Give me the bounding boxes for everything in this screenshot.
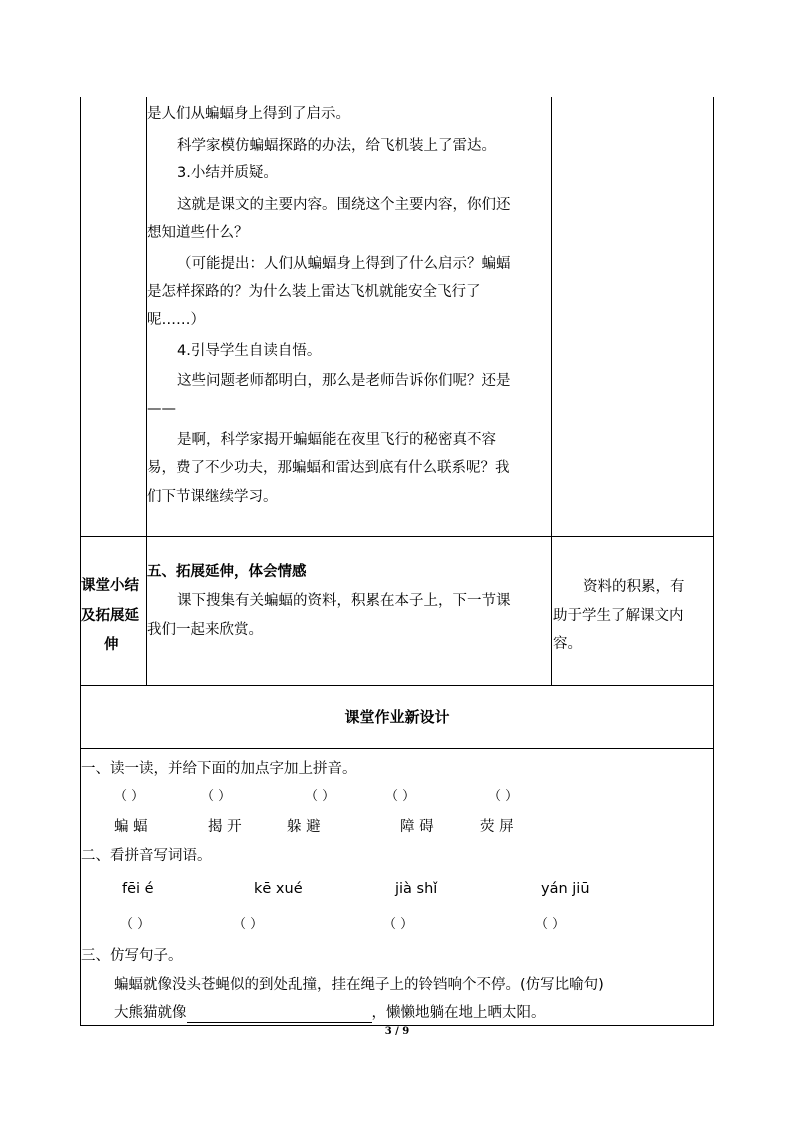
col-divider-1 [146, 97, 147, 685]
q3-prompt-start: 大熊猫就像 [114, 1005, 187, 1021]
q1-paren: （ ） [488, 789, 519, 804]
row-line-3 [80, 748, 714, 749]
homework-title: 课堂作业新设计 [344, 708, 450, 726]
q1-paren: （ ） [114, 789, 145, 804]
summary-body: 我们一起来欣赏。 [147, 622, 263, 638]
lesson-line: 们下节课继续学习。 [147, 489, 278, 505]
q3-title: 三、仿写句子。 [81, 948, 183, 964]
q1-paren: （ ） [305, 789, 336, 804]
page-number: 3 / 9 [384, 1026, 410, 1037]
lesson-line: （可能提出：人们从蝙蝠身上得到了什么启示？蝙蝠 [177, 256, 511, 272]
table-left-border [80, 97, 81, 1026]
summary-heading: 五、拓展延伸，体会情感 [147, 564, 307, 580]
q2-paren: （ ） [383, 917, 414, 932]
q1-word: 荧 屏 [480, 819, 514, 835]
lesson-line: 是啊，科学家揭开蝙蝠能在夜里飞行的秘密真不容 [177, 432, 496, 448]
summary-note: 助于学生了解课文内 [553, 608, 684, 624]
summary-label: 及拓展延 [81, 608, 139, 624]
summary-body: 课下搜集有关蝙蝠的资料，积累在本子上，下一节课 [177, 593, 511, 609]
q1-word: 躲 避 [287, 819, 321, 835]
q1-word: 障 碍 [400, 819, 434, 835]
q2-title: 二、看拼音写词语。 [81, 848, 212, 864]
q2-pinyin: yán jiū [541, 881, 590, 897]
summary-label: 课堂小结 [81, 578, 139, 594]
q1-paren: （ ） [201, 789, 232, 804]
q1-word: 揭 开 [208, 819, 242, 835]
lesson-line: 是人们从蝙蝠身上得到了启示。 [147, 106, 350, 122]
lesson-line: 4.引导学生自读自悟。 [177, 343, 322, 359]
lesson-line: 3.小结并质疑。 [177, 165, 278, 181]
q3-prompt [114, 1003, 546, 1023]
summary-label: 伸 [104, 637, 119, 653]
lesson-line: 易，费了不少功夫，那蝙蝠和雷达到底有什么联系呢？我 [147, 460, 510, 476]
q2-pinyin: kē xué [254, 881, 303, 897]
q1-word: 蝙 蝠 [114, 819, 148, 835]
lesson-line: 是怎样探路的？为什么装上雷达飞机就能安全飞行了 [147, 284, 481, 300]
lesson-line: 想知道些什么？ [147, 225, 249, 241]
summary-note: 资料的积累，有 [583, 579, 685, 595]
q2-paren: （ ） [233, 917, 264, 932]
q3-prompt-end: ，懒懒地躺在地上晒太阳。 [371, 1005, 546, 1021]
lesson-line: 科学家模仿蝙蝠探路的办法，给飞机装上了雷达。 [177, 138, 496, 154]
q3-answer-blank[interactable] [187, 1006, 372, 1023]
lesson-line: —— [147, 401, 176, 417]
row-line-1 [80, 536, 714, 537]
q2-paren: （ ） [120, 917, 151, 932]
q2-pinyin: jià shǐ [395, 881, 438, 897]
row-line-2 [80, 685, 714, 686]
q1-paren: （ ） [385, 789, 416, 804]
q2-pinyin: fēi é [122, 881, 154, 897]
q1-title: 一、读一读，并给下面的加点字加上拼音。 [81, 761, 357, 777]
summary-note: 容。 [553, 636, 582, 652]
q2-paren: （ ） [535, 917, 566, 932]
lesson-line: 呢……） [147, 312, 205, 328]
table-right-border [713, 97, 714, 1026]
q3-example: 蝙蝠就像没头苍蝇似的到处乱撞，挂在绳子上的铃铛响个不停。(仿写比喻句) [114, 977, 604, 993]
lesson-line: 这就是课文的主要内容。围绕这个主要内容，你们还 [177, 197, 511, 213]
col-divider-2 [551, 97, 552, 685]
lesson-line: 这些问题老师都明白，那么是老师告诉你们呢？还是 [177, 373, 511, 389]
